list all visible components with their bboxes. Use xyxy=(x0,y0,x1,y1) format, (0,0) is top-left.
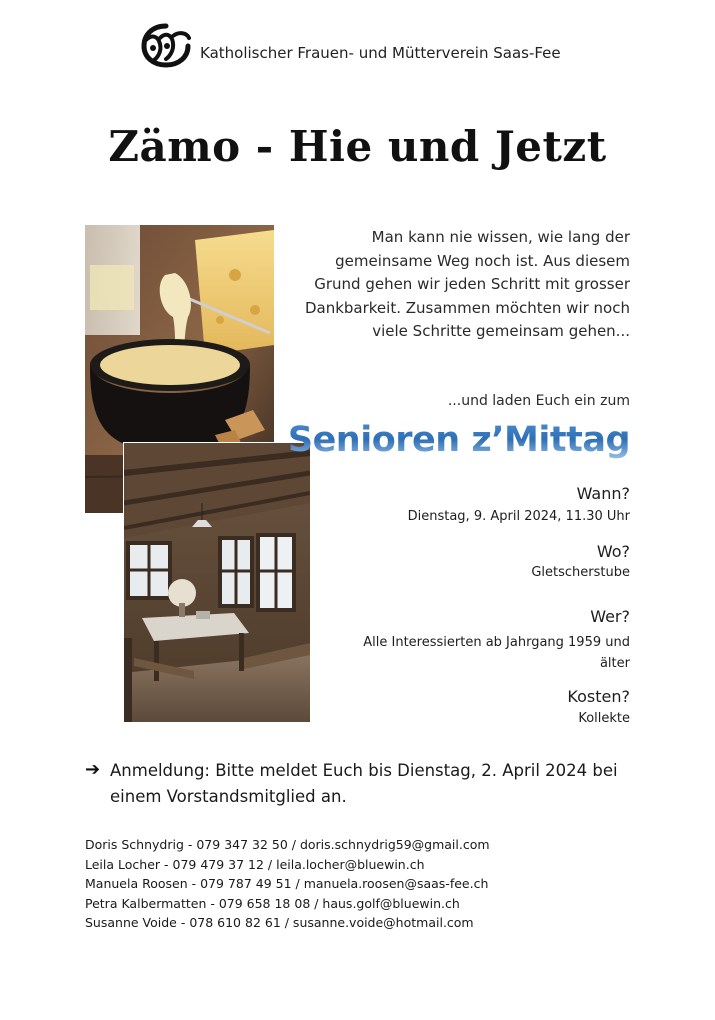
cost-label: Kosten? xyxy=(567,687,630,706)
when-label: Wann? xyxy=(576,484,630,503)
where-label: Wo? xyxy=(596,542,630,561)
cost-value: Kollekte xyxy=(578,711,630,726)
organization-name: Katholischer Frauen- und Mütterverein Saas-Fee xyxy=(200,44,561,62)
contact-item: Susanne Voide - 078 610 82 61 / susanne.voide@hotmail.com xyxy=(85,915,474,931)
where-value: Gletscherstube xyxy=(531,565,630,580)
event-title: Senioren z’Mittag xyxy=(287,420,630,460)
contact-item: Leila Locher - 079 479 37 12 / leila.locher@bluewin.ch xyxy=(85,856,425,872)
gletscherstube-room-photo xyxy=(123,442,311,723)
arrow-right-icon: ➔ xyxy=(85,759,101,780)
when-value: Dienstag, 9. April 2024, 11.30 Uhr xyxy=(407,509,630,524)
women-association-logo-icon xyxy=(140,22,192,68)
who-label: Wer? xyxy=(590,607,630,626)
contact-item: Doris Schnydrig - 079 347 32 50 / doris.schnydrig59@gmail.com xyxy=(85,837,490,852)
contact-item: Petra Kalbermatten - 079 658 18 08 / haus.golf@bluewin.ch xyxy=(85,895,460,911)
contact-item: Manuela Roosen - 079 787 49 51 / manuela.roosen@saas-fee.ch xyxy=(85,876,489,892)
contact-list xyxy=(85,835,490,933)
invite-text: ...und laden Euch ein zum xyxy=(447,393,630,409)
registration-note: Anmeldung: Bitte meldet Euch bis Dienstag, 2. April 2024 bei einem Vorstandsmitglied an. xyxy=(110,761,618,806)
who-value: Alle Interessierten ab Jahrgang 1959 und älter xyxy=(363,635,630,671)
intro-text: Man kann nie wissen, wie lang der gemeinsame Weg noch ist. Aus diesem Grund gehen wir jeden Schritt mit grosser Dankbarkeit. Zusammen möchten wir noch viele Schritte gemeinsam gehen... xyxy=(304,228,630,340)
page-title: Zämo - Hie und Jetzt xyxy=(108,122,607,171)
